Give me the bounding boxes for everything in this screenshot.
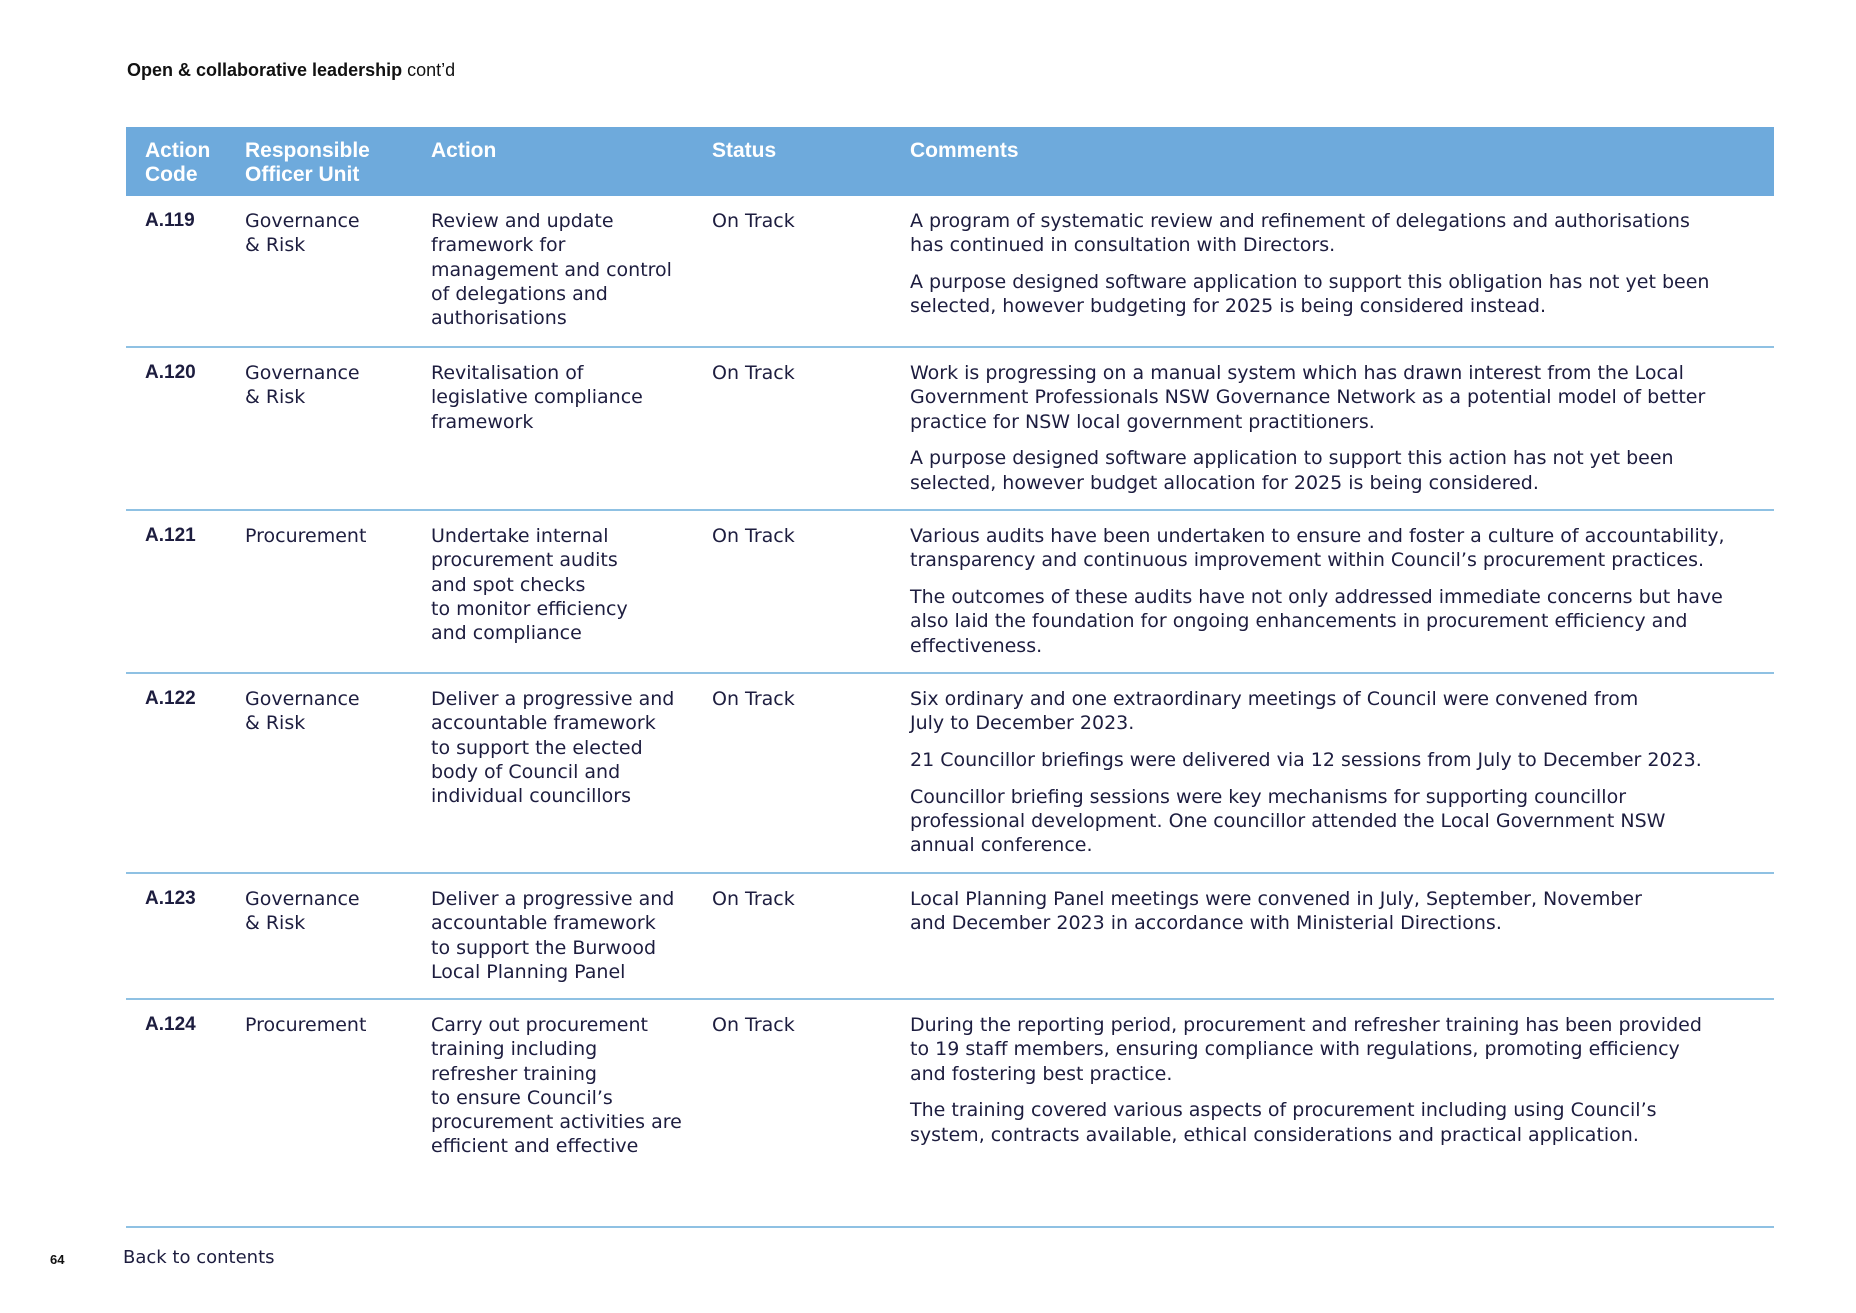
- action-description: Deliver a progressive and accountable framework to support the elected body of Council and individual councillors: [431, 688, 675, 808]
- action-description: Review and update framework for management and control of delegations and authorisations: [431, 210, 672, 330]
- header-responsible-officer-unit: Responsible Officer Unit: [245, 139, 370, 186]
- action-code: A.121: [145, 525, 196, 546]
- action-description: Deliver a progressive and accountable framework to support the Burwood Local Planning Panel: [431, 888, 675, 983]
- comments: [910, 524, 1774, 672]
- comment-paragraph: Councillor briefing sessions were key mechanisms for supporting councillor professional development. One councillor attended the Local Government NSW annual conference.: [910, 785, 1666, 857]
- table-row: [126, 1000, 1774, 1180]
- responsible-unit: Procurement: [245, 1014, 367, 1036]
- back-to-contents-link[interactable]: Back to contents: [123, 1247, 275, 1268]
- action-code: A.124: [145, 1014, 196, 1035]
- status-text: On Track: [712, 210, 795, 232]
- section-heading-contd: cont’d: [402, 60, 456, 80]
- comment-paragraph: During the reporting period, procurement and refresher training has been provided to 19 staff members, ensuring compliance with regulations, promoting efficiency and fostering best practice.: [910, 1014, 1702, 1085]
- comment-paragraph: Various audits have been undertaken to ensure and foster a culture of accountability, transparency and continuous improvement within Council’s procurement practices.: [910, 525, 1725, 572]
- comments: [910, 361, 1774, 509]
- section-heading-bold: Open & collaborative leadership: [127, 60, 403, 80]
- comment-paragraph: The outcomes of these audits have not only addressed immediate concerns but have also laid the foundation for ongoing enhancements in procurement efficiency and effectiveness.: [910, 586, 1723, 657]
- status-text: On Track: [712, 525, 795, 547]
- comment-paragraph: Local Planning Panel meetings were convened in July, September, November and December 2023 in accordance with Ministerial Directions.: [910, 888, 1642, 935]
- comment-paragraph: 21 Councillor briefings were delivered via 12 sessions from July to December 2023.: [910, 749, 1702, 772]
- comments: [910, 209, 1774, 346]
- responsible-unit: Procurement: [245, 525, 367, 547]
- page-number: 64: [50, 1252, 65, 1267]
- footer-divider: [126, 1226, 1774, 1228]
- table-row: [126, 196, 1774, 348]
- comment-paragraph: A purpose designed software application to support this obligation has not yet been selected, however budgeting for 2025 is being considered instead.: [910, 271, 1710, 318]
- status-text: On Track: [712, 688, 795, 710]
- comment-paragraph: The training covered various aspects of procurement including using Council’s system, contracts available, ethical considerations and practical application.: [910, 1099, 1657, 1146]
- header-comments: Comments: [910, 139, 1019, 162]
- comments: [910, 687, 1774, 872]
- comment-paragraph: A purpose designed software application to support this action has not yet been selected, however budget allocation for 2025 is being considered.: [910, 447, 1674, 494]
- responsible-unit: Governance & Risk: [245, 888, 360, 935]
- action-code: A.119: [145, 210, 195, 231]
- status-text: On Track: [712, 362, 795, 384]
- action-description: Undertake internal procurement audits and spot checks to monitor efficiency and compliance: [431, 525, 628, 645]
- table-row: [126, 674, 1774, 874]
- header-status: Status: [712, 139, 777, 162]
- actions-table: [126, 127, 1774, 1180]
- table-row: [126, 511, 1774, 674]
- section-heading: [127, 60, 455, 81]
- action-description: Carry out procurement training including refresher training to ensure Council’s procurement activities are efficient and effective: [431, 1014, 682, 1158]
- comments: [910, 887, 1774, 998]
- comment-paragraph: Work is progressing on a manual system which has drawn interest from the Local Government Professionals NSW Governance Network as a potential model of better practice for NSW local government practitioners.: [910, 362, 1706, 433]
- table-header-row: [126, 127, 1774, 196]
- responsible-unit: Governance & Risk: [245, 210, 360, 257]
- table-row: [126, 874, 1774, 1000]
- status-text: On Track: [712, 1014, 795, 1036]
- responsible-unit: Governance & Risk: [245, 688, 360, 735]
- table-row: [126, 348, 1774, 511]
- action-code: A.123: [145, 888, 196, 909]
- action-code: A.120: [145, 362, 196, 383]
- comment-paragraph: A program of systematic review and refinement of delegations and authorisations has continued in consultation with Directors.: [910, 210, 1690, 257]
- header-action-code: Action Code: [145, 139, 211, 186]
- status-text: On Track: [712, 888, 795, 910]
- comment-paragraph: Six ordinary and one extraordinary meetings of Council were convened from July to December 2023.: [910, 688, 1639, 735]
- action-description: Revitalisation of legislative compliance framework: [431, 362, 643, 433]
- comments: [910, 1013, 1774, 1180]
- action-code: A.122: [145, 688, 196, 709]
- responsible-unit: Governance & Risk: [245, 362, 360, 409]
- header-action: Action: [431, 139, 497, 162]
